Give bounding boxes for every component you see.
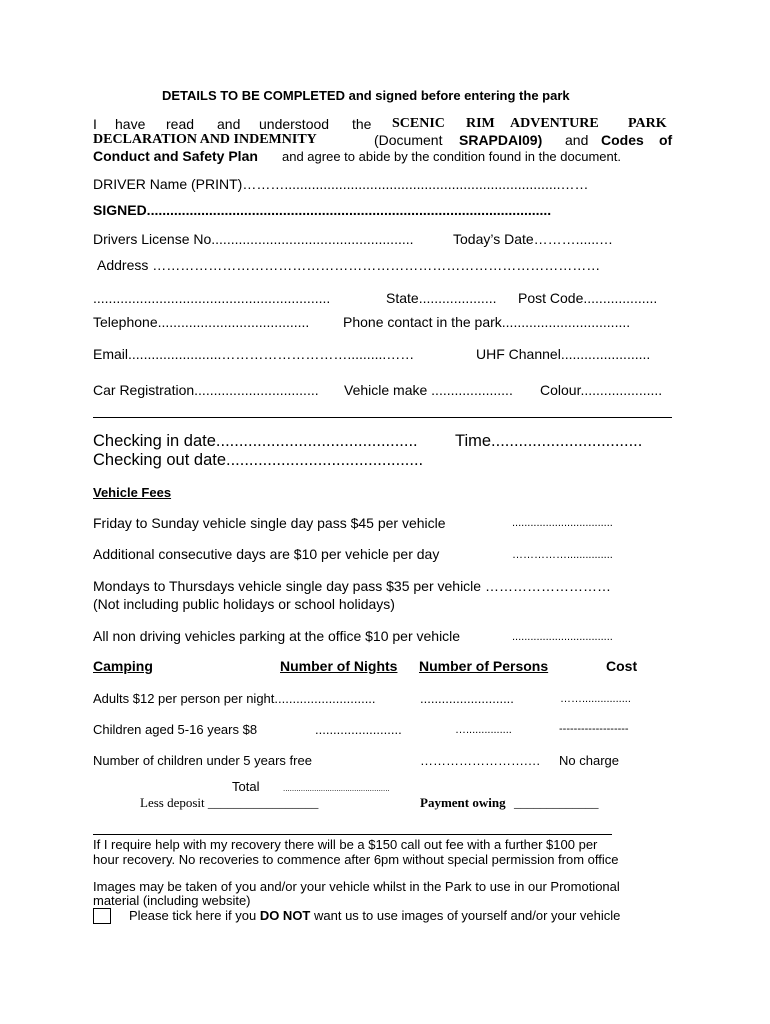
tick-text: Please tick here if you	[129, 908, 257, 923]
less-deposit-field[interactable]: Less deposit _________________	[140, 795, 319, 810]
checking-in-time-field[interactable]: Time.................................	[455, 432, 643, 450]
address-line2-field[interactable]: .............................................................	[93, 290, 331, 306]
tick-emphasis: DO NOT	[259, 908, 311, 923]
total-field[interactable]: ................................................	[283, 784, 390, 793]
fee-fri-sun-label: Friday to Sunday vehicle single day pass $45 per vehicle	[93, 515, 446, 531]
checking-out-date-field[interactable]: Checking out date...........................................	[93, 451, 424, 469]
drivers-license-field[interactable]: Drivers License No....................................................	[93, 231, 414, 247]
tick-text: want us to use images of yourself and/or your vehicle	[314, 908, 621, 923]
colour-field[interactable]: Colour.....................	[540, 382, 663, 398]
recovery-notice-line2: hour recovery. No recoveries to commence after 6pm without special permission from office	[93, 852, 619, 867]
camping-under5-persons-field[interactable]: …………………….…	[420, 753, 541, 768]
intro-word: understood	[259, 116, 330, 132]
telephone-field[interactable]: Telephone.......................................	[93, 314, 310, 330]
camping-under5-cost: No charge	[559, 753, 619, 768]
col-number-of-persons: Number of Persons	[419, 658, 549, 674]
intro-word: PARK	[628, 116, 667, 131]
no-images-tick-label	[129, 908, 620, 923]
recovery-notice-line1: If I require help with my recovery there will be a $150 call out fee with a further $100 per	[93, 837, 598, 852]
payment-owing-field[interactable]: _____________	[514, 795, 599, 810]
payment-owing-label: Payment owing	[420, 795, 506, 810]
post-code-field[interactable]: Post Code...................	[518, 290, 658, 306]
camping-adults-row[interactable]: Adults $12 per person per night............................	[93, 691, 376, 706]
intro-word: read	[166, 116, 195, 132]
car-registration-field[interactable]: Car Registration................................	[93, 382, 319, 398]
divider	[93, 417, 672, 418]
intro-word: Codes	[601, 132, 644, 148]
fee-non-driving-field[interactable]: .................................	[512, 631, 613, 643]
intro-text: and agree to abide by the condition found in the document.	[282, 149, 621, 164]
checking-in-date-field[interactable]: Checking in date............................................	[93, 432, 418, 450]
intro-word: the	[352, 116, 372, 132]
uhf-channel-field[interactable]: UHF Channel.......................	[476, 346, 651, 362]
intro-word: ADVENTURE	[510, 116, 599, 131]
intro-word: SCENIC	[392, 116, 445, 131]
intro-word: (Document	[374, 132, 443, 148]
fee-mon-thu-note: (Not including public holidays or school holidays)	[93, 596, 395, 612]
address-field[interactable]: Address ……………………………………………………………………………………	[97, 257, 601, 273]
intro-word: and	[217, 116, 241, 132]
camping-children-cost-field: -------------------	[559, 723, 629, 735]
todays-date-field[interactable]: Today’s Date………......…	[453, 231, 614, 247]
divider	[93, 834, 612, 835]
vehicle-make-field[interactable]: Vehicle make .....................	[344, 382, 513, 398]
intro-word: I	[93, 116, 97, 132]
intro-doc-name: DECLARATION AND INDEMNITY	[93, 132, 317, 147]
col-cost: Cost	[606, 658, 638, 674]
driver-name-field[interactable]: DRIVER Name (PRINT)……….......................................................................……	[93, 176, 589, 192]
fee-mon-thu-label[interactable]: Mondays to Thursdays vehicle single day pass $35 per vehicle ………………………	[93, 578, 611, 594]
no-images-checkbox[interactable]	[93, 908, 111, 924]
camping-children-nights-field[interactable]: ........................	[315, 722, 402, 737]
intro-word: and	[565, 132, 589, 148]
intro-doc-code: SRAPDAI09)	[459, 132, 543, 148]
images-notice-line2: material (including website)	[93, 893, 251, 908]
images-notice-line1: Images may be taken of you and/or your vehicle whilst in the Park to use in our Promotional	[93, 879, 620, 894]
signature-field[interactable]: SIGNED........................................................................................................	[93, 202, 552, 218]
fee-non-driving-label: All non driving vehicles parking at the office $10 per vehicle	[93, 628, 461, 644]
camping-under5-label: Number of children under 5 years free	[93, 753, 312, 768]
intro-word: RIM	[466, 116, 495, 131]
intro-word: of	[659, 132, 673, 148]
camping-children-label: Children aged 5-16 years $8	[93, 722, 258, 737]
camping-heading: Camping	[93, 658, 153, 674]
email-field[interactable]: Email........................………………………..........……	[93, 346, 415, 362]
state-field[interactable]: State....................	[386, 290, 497, 306]
intro-word: have	[115, 116, 146, 132]
total-label: Total	[232, 779, 260, 794]
park-phone-field[interactable]: Phone contact in the park.................................	[343, 314, 631, 330]
camping-children-persons-field[interactable]: …...............	[455, 724, 512, 736]
page-title: DETAILS TO BE COMPLETED and signed before entering the park	[162, 88, 570, 103]
fee-additional-label: Additional consecutive days are $10 per vehicle per day	[93, 546, 440, 562]
fee-fri-sun-field[interactable]: .................................	[512, 517, 613, 529]
intro-doc-name: Conduct and Safety Plan	[93, 148, 258, 164]
camping-adults-persons-field[interactable]: ..........................	[420, 691, 514, 706]
camping-adults-cost-field[interactable]: ……................	[560, 693, 631, 705]
fee-additional-field[interactable]: ……………...............	[512, 549, 613, 561]
vehicle-fees-heading: Vehicle Fees	[93, 485, 172, 500]
col-number-of-nights: Number of Nights	[280, 658, 398, 674]
